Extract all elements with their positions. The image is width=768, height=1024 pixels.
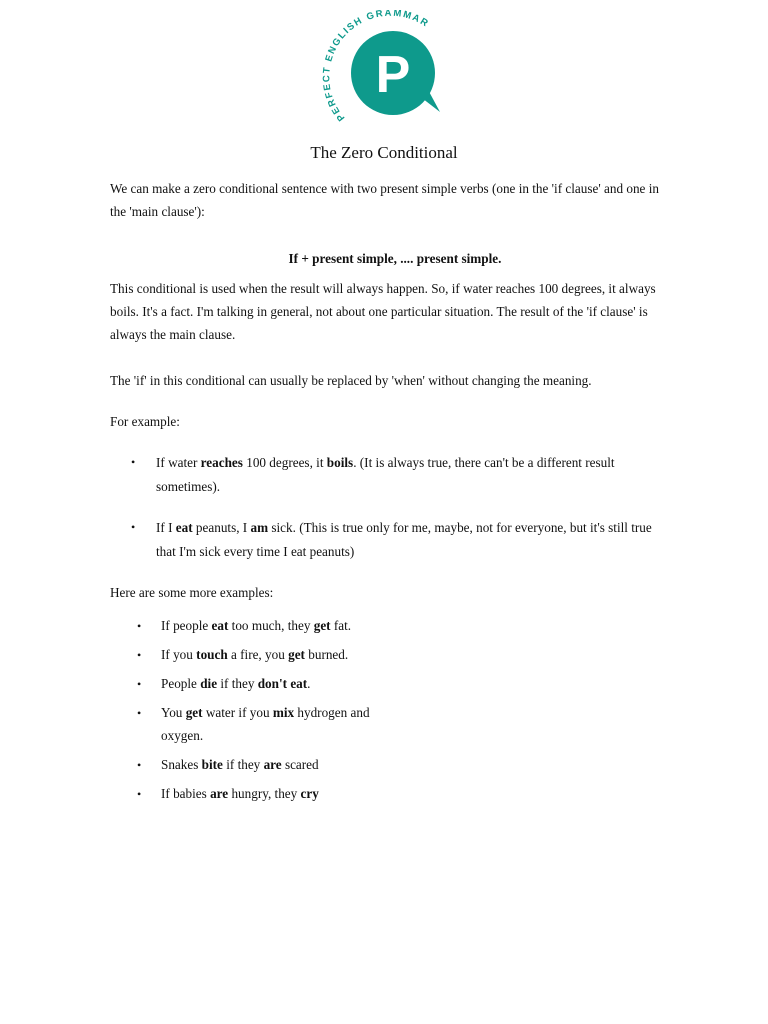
list-item: [161, 701, 393, 747]
bold-verb: are: [263, 757, 282, 772]
text-run: hungry, they: [228, 786, 301, 801]
list-item: [161, 614, 401, 637]
text-run: .: [307, 676, 311, 691]
list-item: [156, 516, 661, 564]
bold-verb: boils: [326, 455, 354, 470]
text-run: burned.: [304, 647, 349, 662]
list-item: [161, 643, 401, 666]
bold-verb: get: [288, 647, 305, 662]
list-item: [161, 782, 401, 805]
list-bullet: •: [131, 520, 136, 534]
more-examples-heading: Here are some more examples:: [110, 585, 274, 600]
bold-verb: are: [210, 786, 229, 801]
bold-verb: eat: [175, 520, 193, 535]
text-run: If water: [156, 455, 201, 470]
text-run: If babies: [161, 786, 211, 801]
text-run: People: [161, 676, 201, 691]
list-bullet: •: [137, 677, 142, 691]
list-bullet: •: [131, 455, 136, 469]
list-bullet: •: [137, 648, 142, 662]
explanation-paragraph: This conditional is used when the result will always happen. So, if water reaches 100 degrees, it always boils. It's a fact. I'm talking in general, not about one particular situation. The result of the 'if clause' is always the main clause.: [110, 281, 656, 342]
conditional-formula: If + present simple, .... present simple.: [288, 251, 502, 266]
bold-verb: reaches: [200, 455, 243, 470]
text-run: Snakes: [161, 757, 202, 772]
text-run: water if you: [202, 705, 273, 720]
logo-letter: P: [375, 46, 411, 104]
logo-arc-text: PERFECT ENGLISH GRAMMAR: [321, 10, 431, 124]
page-title: The Zero Conditional: [310, 143, 458, 162]
bold-verb: cry: [300, 786, 319, 801]
bold-verb: get: [313, 618, 331, 633]
list-bullet: •: [137, 787, 142, 801]
text-run: fat.: [330, 618, 352, 633]
when-note-paragraph: The 'if' in this conditional can usually be replaced by 'when' without changing the meaning.: [110, 373, 592, 388]
text-run: scared: [281, 757, 319, 772]
list-item: [161, 672, 401, 695]
logo-graphic: [318, 10, 448, 128]
text-run: If I: [156, 520, 176, 535]
list-item: [156, 451, 661, 499]
perfect-english-grammar-logo: [318, 10, 448, 128]
list-bullet: •: [137, 619, 142, 633]
text-run: If people: [161, 618, 212, 633]
bold-verb: mix: [272, 705, 295, 720]
list-bullet: •: [137, 706, 142, 720]
text-run: if they: [222, 757, 264, 772]
bold-verb: am: [250, 520, 269, 535]
text-run: too much, they: [228, 618, 314, 633]
text-run: a fire, you: [227, 647, 289, 662]
bold-verb: get: [185, 705, 203, 720]
text-run: 100 degrees, it: [242, 455, 327, 470]
for-example-label: For example:: [110, 414, 180, 429]
intro-paragraph: We can make a zero conditional sentence with two present simple verbs (one in the 'if clause' and one in the 'main clause'):: [110, 181, 659, 219]
list-bullet: •: [137, 758, 142, 772]
text-run: peanuts, I: [192, 520, 251, 535]
list-item: [161, 753, 401, 776]
text-run: . (It is always true, there can't be a different result sometimes).: [156, 455, 615, 494]
bold-verb: bite: [201, 757, 223, 772]
text-run: You: [161, 705, 186, 720]
bold-verb: touch: [196, 647, 228, 662]
bold-verb: eat: [211, 618, 229, 633]
text-run: if they: [217, 676, 258, 691]
bold-verb: don't eat: [257, 676, 308, 691]
bold-verb: die: [200, 676, 218, 691]
text-run: hydrogen and oxygen.: [161, 705, 370, 743]
text-run: If you: [161, 647, 197, 662]
text-run: sick. (This is true only for me, maybe, not for everyone, but it's still true that I'm sick every time I eat peanuts): [156, 520, 652, 559]
